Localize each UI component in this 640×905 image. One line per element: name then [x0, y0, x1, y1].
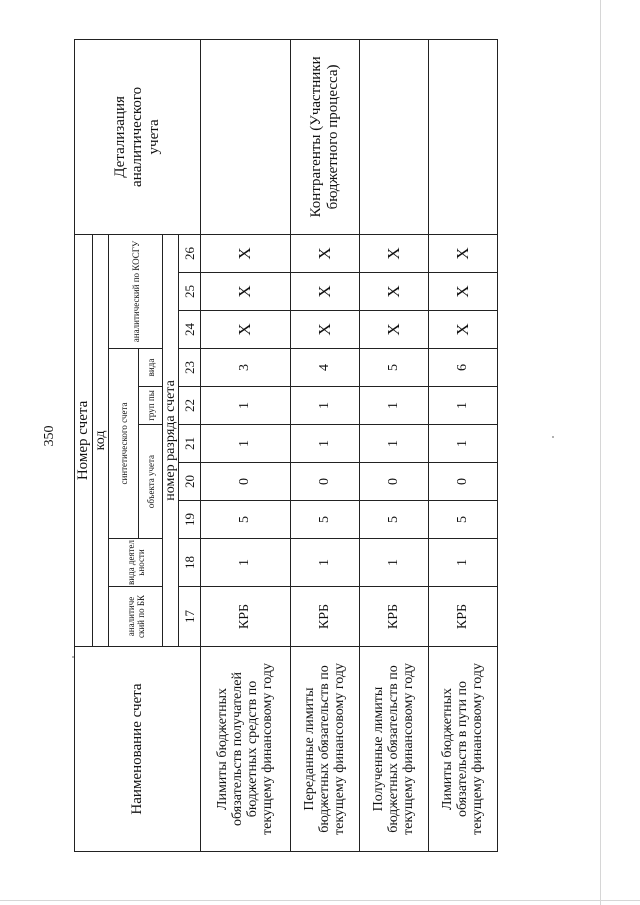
rotated-table-wrapper	[74, 40, 498, 852]
cell-18: 1	[201, 539, 291, 587]
cell-22: 1	[428, 387, 497, 425]
digit-header: 18	[179, 539, 201, 587]
digit-header: 21	[179, 425, 201, 463]
cell-26: X	[428, 234, 497, 272]
table-row	[359, 39, 428, 851]
table-row	[428, 39, 497, 851]
cell-20: 0	[428, 463, 497, 501]
cell-17: КРБ	[428, 587, 497, 647]
header-accounting-object: объекта учета	[139, 425, 163, 539]
cell-25: X	[428, 273, 497, 311]
cell-19: 5	[359, 501, 428, 539]
cell-21: 1	[290, 425, 359, 463]
digit-header: 25	[179, 273, 201, 311]
digit-header: 19	[179, 501, 201, 539]
header-analytic-kosgu: аналитический по КОСГУ	[109, 234, 163, 348]
cell-17: КРБ	[201, 587, 291, 647]
table-row	[201, 39, 291, 851]
cell-24: X	[428, 311, 497, 349]
cell-23: 6	[428, 349, 497, 387]
account-name-cell: Лимиты бюджетных обязательств получателей бюджетных средств по текущему финансовому году	[201, 647, 291, 852]
digit-header: 17	[179, 587, 201, 647]
header-analytic-bk: аналитиче ский по БК	[109, 587, 163, 647]
cell-26: X	[201, 234, 291, 272]
scan-speck	[552, 436, 554, 438]
cell-23: 5	[359, 349, 428, 387]
cell-24: X	[359, 311, 428, 349]
cell-26: X	[290, 234, 359, 272]
cell-26: X	[359, 234, 428, 272]
scan-speck	[72, 656, 74, 658]
cell-21: 1	[428, 425, 497, 463]
cell-20: 0	[359, 463, 428, 501]
digit-header: 26	[179, 234, 201, 272]
cell-19: 5	[290, 501, 359, 539]
digit-header: 20	[179, 463, 201, 501]
digit-header: 22	[179, 387, 201, 425]
digit-header: 23	[179, 349, 201, 387]
cell-18: 1	[290, 539, 359, 587]
cell-17: КРБ	[359, 587, 428, 647]
cell-25: X	[359, 273, 428, 311]
detail-cell	[428, 39, 497, 234]
cell-22: 1	[290, 387, 359, 425]
cell-23: 4	[290, 349, 359, 387]
cell-18: 1	[359, 539, 428, 587]
header-group: груп пы	[139, 387, 163, 425]
header-synthetic-account: синтетического счета	[109, 349, 139, 539]
cell-18: 1	[428, 539, 497, 587]
cell-21: 1	[201, 425, 291, 463]
detail-cell	[359, 39, 428, 234]
cell-24: X	[290, 311, 359, 349]
accounts-table	[74, 39, 498, 852]
header-code: код	[93, 234, 109, 646]
account-name-cell: Полученные лимиты бюджетных обязательств по текущему финансовому году	[359, 647, 428, 852]
header-account-name: Наименование счета	[75, 647, 201, 852]
scan-edge-line	[600, 0, 601, 905]
cell-17: КРБ	[290, 587, 359, 647]
detail-cell: Контрагенты (Участники бюджетного процесса)	[290, 39, 359, 234]
header-digit-number: номер разряда счета	[163, 234, 179, 646]
cell-20: 0	[201, 463, 291, 501]
cell-21: 1	[359, 425, 428, 463]
header-activity-type: вида деятел ьности	[109, 539, 163, 587]
scan-edge-line	[0, 900, 640, 901]
cell-24: X	[201, 311, 291, 349]
header-account-number: Номер счета	[75, 234, 93, 646]
account-name-cell: Лимиты бюджетных обязательств в пути по текущему финансовому году	[428, 647, 497, 852]
digit-header: 24	[179, 311, 201, 349]
page-number: 350	[42, 425, 57, 447]
table-row	[290, 39, 359, 851]
cell-19: 5	[428, 501, 497, 539]
cell-22: 1	[201, 387, 291, 425]
header-kind: вида	[139, 349, 163, 387]
account-name-cell: Переданные лимиты бюджетных обязательств по текущему финансовому году	[290, 647, 359, 852]
cell-19: 5	[201, 501, 291, 539]
detail-cell	[201, 39, 291, 234]
cell-25: X	[201, 273, 291, 311]
cell-25: X	[290, 273, 359, 311]
cell-23: 3	[201, 349, 291, 387]
cell-22: 1	[359, 387, 428, 425]
header-analytic-detail: Детализация аналитического учета	[75, 39, 201, 234]
cell-20: 0	[290, 463, 359, 501]
